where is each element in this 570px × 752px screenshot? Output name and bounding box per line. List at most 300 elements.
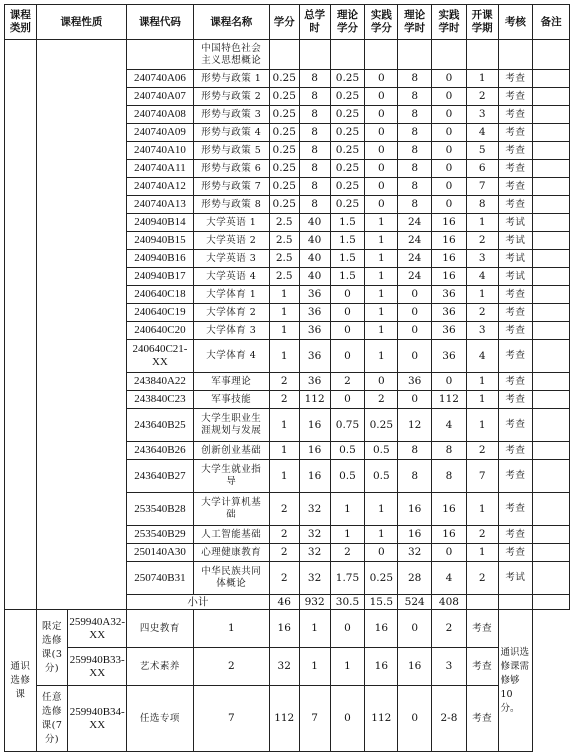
course-total-hours bbox=[299, 40, 330, 70]
course-practice-credit: 1 bbox=[330, 648, 365, 686]
course-assessment: 考查 bbox=[498, 322, 533, 340]
course-remarks bbox=[533, 106, 570, 124]
course-remarks bbox=[533, 526, 570, 544]
course-assessment: 考查 bbox=[498, 460, 533, 493]
course-assessment: 考查 bbox=[498, 373, 533, 391]
course-code: 253540B29 bbox=[127, 526, 194, 544]
course-assessment bbox=[498, 40, 533, 70]
course-theory-credit: 0.75 bbox=[330, 409, 365, 442]
course-practice-credit: 1 bbox=[365, 322, 398, 340]
course-code: 250140A30 bbox=[127, 544, 194, 562]
course-semester: 7 bbox=[466, 178, 498, 196]
course-practice-hours: 0 bbox=[432, 160, 467, 178]
course-total-hours: 16 bbox=[269, 610, 299, 648]
course-theory-credit: 2 bbox=[330, 373, 365, 391]
course-theory-credit: 1.5 bbox=[330, 250, 365, 268]
course-total-hours: 36 bbox=[299, 340, 330, 373]
course-total-hours: 40 bbox=[299, 214, 330, 232]
course-semester: 4 bbox=[466, 124, 498, 142]
course-total-hours: 32 bbox=[299, 493, 330, 526]
course-practice-credit: 0.5 bbox=[365, 442, 398, 460]
course-remarks bbox=[533, 196, 570, 214]
course-assessment: 考查 bbox=[498, 544, 533, 562]
course-theory-credit: 2 bbox=[330, 544, 365, 562]
course-total-hours: 8 bbox=[299, 160, 330, 178]
header-assessment: 考核 bbox=[498, 5, 533, 40]
course-theory-credit: 1.5 bbox=[330, 214, 365, 232]
course-practice-credit: 2 bbox=[365, 391, 398, 409]
course-practice-hours: 16 bbox=[432, 526, 467, 544]
course-total-hours: 8 bbox=[299, 178, 330, 196]
course-name: 大学体育 4 bbox=[193, 340, 269, 373]
course-practice-hours: 0 bbox=[432, 70, 467, 88]
course-code: 240640C19 bbox=[127, 304, 194, 322]
course-theory-hours: 112 bbox=[365, 686, 398, 752]
header-theory-hours: 理论 学时 bbox=[398, 5, 432, 40]
course-remarks bbox=[533, 340, 570, 373]
elective-category: 通识 选修 课 bbox=[5, 610, 37, 752]
course-theory-credit: 1 bbox=[299, 610, 330, 648]
course-practice-credit bbox=[365, 40, 398, 70]
course-name: 军事理论 bbox=[193, 373, 269, 391]
course-theory-hours: 8 bbox=[398, 124, 432, 142]
course-theory-credit: 0.25 bbox=[330, 196, 365, 214]
subtotal-label: 小计 bbox=[127, 595, 270, 610]
course-code: 240740A10 bbox=[127, 142, 194, 160]
course-code: 240940B17 bbox=[127, 268, 194, 286]
course-credit: 0.25 bbox=[269, 124, 299, 142]
course-name: 军事技能 bbox=[193, 391, 269, 409]
course-theory-hours: 16 bbox=[398, 493, 432, 526]
course-name: 四史教育 bbox=[127, 610, 194, 648]
course-total-hours: 8 bbox=[299, 106, 330, 124]
course-assessment: 考查 bbox=[498, 106, 533, 124]
course-credit: 7 bbox=[193, 686, 269, 752]
nature-cell-empty bbox=[36, 40, 126, 610]
course-name: 形势与政策 7 bbox=[193, 178, 269, 196]
course-code: 240940B16 bbox=[127, 250, 194, 268]
course-practice-credit: 1 bbox=[365, 250, 398, 268]
course-row bbox=[5, 40, 570, 70]
course-remarks bbox=[533, 40, 570, 70]
course-credit: 2.5 bbox=[269, 268, 299, 286]
course-credit: 2 bbox=[269, 373, 299, 391]
course-theory-credit: 1.5 bbox=[330, 232, 365, 250]
course-practice-hours: 16 bbox=[432, 493, 467, 526]
header-remarks: 备注 bbox=[533, 5, 570, 40]
course-semester: 2 bbox=[466, 304, 498, 322]
course-semester bbox=[466, 40, 498, 70]
course-name: 艺术素养 bbox=[127, 648, 194, 686]
course-theory-hours: 24 bbox=[398, 250, 432, 268]
course-assessment: 考试 bbox=[498, 562, 533, 595]
course-code: 259940A32- XX bbox=[68, 610, 127, 648]
course-semester: 2 bbox=[466, 562, 498, 595]
course-semester: 1 bbox=[466, 493, 498, 526]
course-total-hours: 8 bbox=[299, 196, 330, 214]
course-theory-hours: 8 bbox=[398, 442, 432, 460]
course-practice-hours: 0 bbox=[398, 686, 432, 752]
header-credit: 学分 bbox=[269, 5, 299, 40]
course-name: 形势与政策 3 bbox=[193, 106, 269, 124]
elective-row bbox=[5, 610, 570, 648]
course-semester: 1 bbox=[466, 214, 498, 232]
course-code: 240640C20 bbox=[127, 322, 194, 340]
course-theory-credit: 0.25 bbox=[330, 160, 365, 178]
course-code: 250740B31 bbox=[127, 562, 194, 595]
course-practice-credit: 0 bbox=[365, 88, 398, 106]
course-practice-credit: 1 bbox=[365, 340, 398, 373]
course-practice-credit: 0 bbox=[365, 70, 398, 88]
course-total-hours: 36 bbox=[299, 286, 330, 304]
course-assessment: 考查 bbox=[498, 70, 533, 88]
course-theory-credit bbox=[330, 40, 365, 70]
course-semester: 2 bbox=[466, 442, 498, 460]
course-remarks bbox=[533, 373, 570, 391]
course-theory-credit: 1 bbox=[299, 648, 330, 686]
course-theory-credit: 0.25 bbox=[330, 124, 365, 142]
course-semester: 4 bbox=[466, 340, 498, 373]
course-semester: 2 bbox=[432, 610, 467, 648]
course-practice-hours: 36 bbox=[432, 286, 467, 304]
course-theory-hours: 8 bbox=[398, 142, 432, 160]
course-theory-hours: 12 bbox=[398, 409, 432, 442]
course-theory-hours: 24 bbox=[398, 268, 432, 286]
course-assessment: 考查 bbox=[498, 340, 533, 373]
course-name: 形势与政策 5 bbox=[193, 142, 269, 160]
course-assessment: 考查 bbox=[498, 286, 533, 304]
course-code: 240740A13 bbox=[127, 196, 194, 214]
course-remarks bbox=[533, 493, 570, 526]
course-semester: 7 bbox=[466, 460, 498, 493]
course-assessment: 考查 bbox=[498, 526, 533, 544]
course-code: 240740A07 bbox=[127, 88, 194, 106]
course-name: 大学英语 2 bbox=[193, 232, 269, 250]
course-theory-hours: 8 bbox=[398, 460, 432, 493]
course-practice-hours: 16 bbox=[432, 232, 467, 250]
course-practice-hours: 16 bbox=[432, 268, 467, 286]
course-name: 形势与政策 6 bbox=[193, 160, 269, 178]
header-row bbox=[5, 5, 570, 40]
course-practice-credit: 0 bbox=[365, 106, 398, 124]
course-credit: 1 bbox=[193, 610, 269, 648]
course-total-hours: 16 bbox=[299, 442, 330, 460]
course-semester: 1 bbox=[466, 70, 498, 88]
subtotal-theory-hours: 524 bbox=[398, 595, 432, 610]
subtotal-total-hours: 932 bbox=[299, 595, 330, 610]
course-assessment: 考查 bbox=[498, 196, 533, 214]
course-credit: 1 bbox=[269, 409, 299, 442]
course-total-hours: 8 bbox=[299, 142, 330, 160]
subtotal-practice-credit: 15.5 bbox=[365, 595, 398, 610]
course-theory-credit: 0.25 bbox=[330, 106, 365, 124]
course-credit: 2 bbox=[269, 544, 299, 562]
course-credit: 0.25 bbox=[269, 178, 299, 196]
course-remarks bbox=[533, 268, 570, 286]
course-name: 创新创业基础 bbox=[193, 442, 269, 460]
course-theory-hours: 24 bbox=[398, 232, 432, 250]
course-credit: 2.5 bbox=[269, 250, 299, 268]
subtotal-remarks bbox=[533, 595, 570, 610]
course-name: 形势与政策 1 bbox=[193, 70, 269, 88]
course-name: 心理健康教育 bbox=[193, 544, 269, 562]
course-total-hours: 8 bbox=[299, 88, 330, 106]
course-code: 240940B15 bbox=[127, 232, 194, 250]
course-theory-hours: 8 bbox=[398, 178, 432, 196]
course-code: 240740A12 bbox=[127, 178, 194, 196]
course-practice-credit: 1 bbox=[365, 526, 398, 544]
course-practice-hours bbox=[432, 40, 467, 70]
course-practice-credit: 1 bbox=[365, 304, 398, 322]
course-credit: 1 bbox=[269, 322, 299, 340]
course-total-hours: 36 bbox=[299, 322, 330, 340]
course-practice-credit: 1 bbox=[365, 493, 398, 526]
course-name: 大学体育 2 bbox=[193, 304, 269, 322]
course-theory-credit: 1 bbox=[330, 493, 365, 526]
course-semester: 2 bbox=[466, 232, 498, 250]
course-practice-hours: 0 bbox=[432, 544, 467, 562]
course-theory-hours: 16 bbox=[365, 648, 398, 686]
course-credit: 2.5 bbox=[269, 232, 299, 250]
course-credit: 0.25 bbox=[269, 70, 299, 88]
course-name: 大学体育 1 bbox=[193, 286, 269, 304]
course-semester: 1 bbox=[466, 544, 498, 562]
course-practice-hours: 8 bbox=[432, 442, 467, 460]
course-practice-hours: 112 bbox=[432, 391, 467, 409]
course-theory-credit: 0.5 bbox=[330, 460, 365, 493]
course-remarks bbox=[533, 409, 570, 442]
course-total-hours: 8 bbox=[299, 124, 330, 142]
course-semester: 1 bbox=[466, 373, 498, 391]
course-semester: 2 bbox=[466, 526, 498, 544]
course-practice-credit: 1 bbox=[365, 268, 398, 286]
course-practice-credit: 1 bbox=[365, 286, 398, 304]
header-name: 课程名称 bbox=[193, 5, 269, 40]
course-theory-hours: 0 bbox=[398, 340, 432, 373]
course-practice-credit: 0.5 bbox=[365, 460, 398, 493]
course-assessment: 考查 bbox=[498, 178, 533, 196]
course-remarks bbox=[533, 232, 570, 250]
course-theory-hours: 0 bbox=[398, 304, 432, 322]
course-assessment: 考试 bbox=[498, 214, 533, 232]
header-total-hours: 总学 时 bbox=[299, 5, 330, 40]
course-table bbox=[4, 4, 570, 752]
course-theory-credit: 0 bbox=[330, 286, 365, 304]
course-code: 240740A06 bbox=[127, 70, 194, 88]
course-practice-hours: 0 bbox=[432, 142, 467, 160]
course-theory-credit: 0.25 bbox=[330, 88, 365, 106]
course-remarks bbox=[533, 160, 570, 178]
course-total-hours: 16 bbox=[299, 409, 330, 442]
course-practice-hours: 0 bbox=[432, 196, 467, 214]
course-credit: 1 bbox=[269, 304, 299, 322]
course-remarks bbox=[533, 178, 570, 196]
course-theory-hours: 8 bbox=[398, 70, 432, 88]
course-theory-credit: 1.75 bbox=[330, 562, 365, 595]
course-credit: 0.25 bbox=[269, 88, 299, 106]
course-practice-hours: 36 bbox=[432, 340, 467, 373]
course-practice-credit: 1 bbox=[365, 232, 398, 250]
course-code: 240740A11 bbox=[127, 160, 194, 178]
course-theory-hours: 0 bbox=[398, 322, 432, 340]
subtotal-credit: 46 bbox=[269, 595, 299, 610]
elective-row bbox=[5, 648, 570, 686]
course-total-hours: 112 bbox=[299, 391, 330, 409]
course-remarks bbox=[533, 88, 570, 106]
header-category: 课程 类别 bbox=[5, 5, 37, 40]
course-practice-credit: 0 bbox=[365, 178, 398, 196]
course-assessment: 考查 bbox=[466, 648, 498, 686]
course-semester: 2 bbox=[466, 88, 498, 106]
course-credit: 2 bbox=[269, 562, 299, 595]
category-cell-empty bbox=[5, 40, 37, 610]
course-practice-credit: 0.25 bbox=[365, 562, 398, 595]
course-theory-credit: 0 bbox=[330, 304, 365, 322]
course-name: 形势与政策 2 bbox=[193, 88, 269, 106]
course-theory-credit: 1.5 bbox=[330, 268, 365, 286]
course-total-hours: 40 bbox=[299, 268, 330, 286]
course-name: 中国特色社会 主义思想概论 bbox=[193, 40, 269, 70]
course-practice-credit: 0 bbox=[365, 142, 398, 160]
elective-nature-optional: 任意 选修 课(7 分) bbox=[36, 686, 68, 752]
course-assessment: 考试 bbox=[498, 268, 533, 286]
course-practice-hours: 0 bbox=[432, 88, 467, 106]
course-assessment: 考查 bbox=[498, 304, 533, 322]
course-practice-hours: 36 bbox=[432, 322, 467, 340]
course-practice-hours: 0 bbox=[432, 373, 467, 391]
header-nature: 课程性质 bbox=[36, 5, 126, 40]
course-name: 中华民族共同 体概论 bbox=[193, 562, 269, 595]
course-credit: 2.5 bbox=[269, 214, 299, 232]
course-semester: 1 bbox=[466, 409, 498, 442]
course-credit: 0.25 bbox=[269, 196, 299, 214]
course-practice-hours: 0 bbox=[432, 106, 467, 124]
course-total-hours: 16 bbox=[299, 460, 330, 493]
course-semester: 1 bbox=[466, 391, 498, 409]
course-practice-hours: 4 bbox=[432, 562, 467, 595]
course-assessment: 考查 bbox=[498, 160, 533, 178]
course-semester: 4 bbox=[466, 268, 498, 286]
header-practice-credit: 实践 学分 bbox=[365, 5, 398, 40]
course-code: 243840C23 bbox=[127, 391, 194, 409]
course-name: 大学英语 1 bbox=[193, 214, 269, 232]
header-code: 课程代码 bbox=[127, 5, 194, 40]
course-practice-hours: 0 bbox=[432, 178, 467, 196]
course-practice-credit: 0 bbox=[330, 686, 365, 752]
course-name: 大学计算机基 础 bbox=[193, 493, 269, 526]
course-total-hours: 32 bbox=[299, 526, 330, 544]
course-total-hours: 40 bbox=[299, 250, 330, 268]
course-code: 259940B33- XX bbox=[68, 648, 127, 686]
course-theory-credit: 1 bbox=[330, 526, 365, 544]
course-remarks bbox=[533, 391, 570, 409]
course-name: 大学英语 3 bbox=[193, 250, 269, 268]
course-practice-hours: 0 bbox=[432, 124, 467, 142]
course-credit: 1 bbox=[269, 442, 299, 460]
course-total-hours: 112 bbox=[269, 686, 299, 752]
course-code: 243640B26 bbox=[127, 442, 194, 460]
course-assessment: 考查 bbox=[498, 409, 533, 442]
course-practice-credit: 0 bbox=[365, 196, 398, 214]
course-code: 243640B25 bbox=[127, 409, 194, 442]
course-name: 任选专项 bbox=[127, 686, 194, 752]
course-remarks bbox=[533, 544, 570, 562]
course-semester: 3 bbox=[466, 322, 498, 340]
course-name: 大学生职业生 涯规划与发展 bbox=[193, 409, 269, 442]
course-credit: 0.25 bbox=[269, 142, 299, 160]
course-theory-hours: 8 bbox=[398, 196, 432, 214]
course-credit bbox=[269, 40, 299, 70]
course-assessment: 考查 bbox=[498, 391, 533, 409]
subtotal-assessment bbox=[498, 595, 533, 610]
course-code: 240940B14 bbox=[127, 214, 194, 232]
course-code bbox=[127, 40, 194, 70]
course-practice-hours: 16 bbox=[432, 250, 467, 268]
elective-note: 通识选 修课需 修够 10 分。 bbox=[498, 610, 533, 752]
course-practice-hours: 0 bbox=[398, 610, 432, 648]
course-theory-credit: 0.25 bbox=[330, 70, 365, 88]
course-practice-hours: 8 bbox=[432, 460, 467, 493]
course-theory-hours: 16 bbox=[398, 526, 432, 544]
course-theory-hours: 0 bbox=[398, 286, 432, 304]
course-theory-hours: 28 bbox=[398, 562, 432, 595]
course-code: 240740A08 bbox=[127, 106, 194, 124]
course-credit: 2 bbox=[269, 526, 299, 544]
course-practice-credit: 0 bbox=[330, 610, 365, 648]
course-remarks bbox=[533, 442, 570, 460]
course-credit: 1 bbox=[269, 340, 299, 373]
course-theory-credit: 0.25 bbox=[330, 178, 365, 196]
course-assessment: 考查 bbox=[466, 686, 498, 752]
course-credit: 2 bbox=[269, 391, 299, 409]
course-practice-credit: 1 bbox=[365, 214, 398, 232]
course-remarks bbox=[533, 142, 570, 160]
course-assessment: 考查 bbox=[498, 442, 533, 460]
course-credit: 2 bbox=[269, 493, 299, 526]
course-credit: 0.25 bbox=[269, 106, 299, 124]
course-credit: 0.25 bbox=[269, 160, 299, 178]
course-semester: 1 bbox=[466, 286, 498, 304]
header-semester: 开课 学期 bbox=[466, 5, 498, 40]
course-code: 240640C21- XX bbox=[127, 340, 194, 373]
course-assessment: 考查 bbox=[466, 610, 498, 648]
course-assessment: 考查 bbox=[498, 142, 533, 160]
course-code: 240640C18 bbox=[127, 286, 194, 304]
subtotal-semester bbox=[466, 595, 498, 610]
course-semester: 8 bbox=[466, 196, 498, 214]
course-remarks bbox=[533, 304, 570, 322]
course-remarks bbox=[533, 250, 570, 268]
course-practice-credit: 0 bbox=[365, 124, 398, 142]
course-theory-hours: 36 bbox=[398, 373, 432, 391]
course-code: 240740A09 bbox=[127, 124, 194, 142]
course-code: 243840A22 bbox=[127, 373, 194, 391]
course-practice-credit: 0 bbox=[365, 544, 398, 562]
header-practice-hours: 实践 学时 bbox=[432, 5, 467, 40]
course-assessment: 考查 bbox=[498, 88, 533, 106]
course-credit: 1 bbox=[269, 286, 299, 304]
course-practice-hours: 16 bbox=[432, 214, 467, 232]
subtotal-practice-hours: 408 bbox=[432, 595, 467, 610]
course-practice-credit: 0 bbox=[365, 160, 398, 178]
course-total-hours: 8 bbox=[299, 70, 330, 88]
course-practice-hours: 36 bbox=[432, 304, 467, 322]
course-name: 大学英语 4 bbox=[193, 268, 269, 286]
course-theory-credit: 0.25 bbox=[330, 142, 365, 160]
course-name: 形势与政策 4 bbox=[193, 124, 269, 142]
course-name: 形势与政策 8 bbox=[193, 196, 269, 214]
course-total-hours: 36 bbox=[299, 304, 330, 322]
